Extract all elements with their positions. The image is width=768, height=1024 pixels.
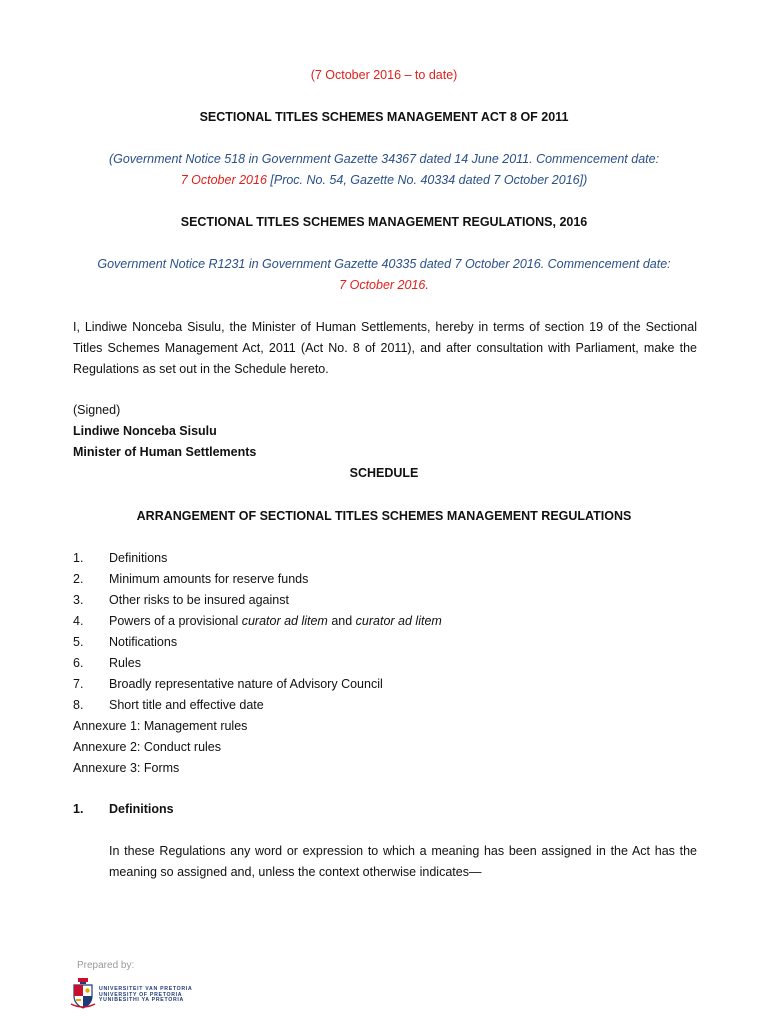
regs-commencement-date: 7 October 2016. [339, 278, 429, 292]
university-name-line: UNIVERSITEIT VAN PRETORIA [99, 986, 193, 992]
list-item-label: Notifications [109, 635, 178, 649]
section-1-text: In these Regulations any word or expression to which a meaning has been assigned in the Act has the meaning so assigned and, unless the context otherwise indicates— [109, 844, 697, 879]
university-name [99, 987, 192, 1004]
act-commencement-date: 7 October 2016 [180, 173, 267, 187]
regs-title: SECTIONAL TITLES SCHEMES MANAGEMENT REGULATIONS, 2016 [180, 215, 588, 229]
act-notice-line2 [0, 170, 768, 191]
list-item-label-italic: curator ad litem [355, 614, 442, 628]
list-item-number: 8. [73, 698, 84, 712]
university-logo [70, 976, 210, 1010]
signatory-name: Lindiwe Nonceba Sisulu [73, 424, 217, 438]
university-name-line: YUNIBESITHI YA PRETORIA [99, 997, 184, 1004]
university-name-line: UNIVERSITY OF PRETORIA [99, 991, 183, 998]
crest-icon [70, 976, 96, 1010]
prepared-by-label: Prepared by: [77, 960, 135, 971]
list-item-label: Broadly representative nature of Advisory Council [109, 677, 383, 691]
list-item-label-mid: and [327, 614, 356, 628]
list-item [73, 548, 167, 569]
list-item-number: 1. [73, 551, 84, 565]
section-title: Definitions [109, 802, 174, 816]
list-item [73, 674, 383, 695]
section-1-heading [73, 799, 174, 820]
arrangement-heading: ARRANGEMENT OF SECTIONAL TITLES SCHEMES MANAGEMENT REGULATIONS [136, 509, 632, 523]
list-item-label: Other risks to be insured against [109, 593, 289, 607]
act-proclamation: [Proc. No. 54, Gazette No. 40334 dated 7 October 2016]) [266, 173, 588, 187]
annexure-item: Annexure 3: Forms [73, 761, 180, 775]
list-item-number: 4. [73, 614, 84, 628]
list-item-label: Minimum amounts for reserve funds [109, 572, 309, 586]
version-date: (7 October 2016 – to date) [310, 68, 458, 82]
act-title: SECTIONAL TITLES SCHEMES MANAGEMENT ACT 8 OF 2011 [199, 110, 569, 124]
list-item-number: 7. [73, 677, 84, 691]
list-item-label-italic: curator ad litem [241, 614, 328, 628]
preamble-paragraph: I, Lindiwe Nonceba Sisulu, the Minister of Human Settlements, hereby in terms of section 19 of the Sectional Titles Schemes Management Act, 2011 (Act No. 8 of 2011), and after consultation with Parliament, make the Regulations as set out in the Schedule hereto. [73, 320, 697, 376]
list-item-number: 3. [73, 593, 84, 607]
list-item-label: Short title and effective date [109, 698, 264, 712]
list-item [73, 590, 289, 611]
regs-notice: Government Notice R1231 in Government Gazette 40335 dated 7 October 2016. Commencement date: [97, 257, 671, 271]
annexure-item: Annexure 1: Management rules [73, 719, 248, 733]
list-item-label: Definitions [109, 551, 168, 565]
signatory-title: Minister of Human Settlements [73, 445, 257, 459]
list-item-number: 2. [73, 572, 84, 586]
list-item [73, 632, 177, 653]
list-item-number: 6. [73, 656, 84, 670]
list-item [73, 611, 442, 632]
list-item-label: Rules [109, 656, 141, 670]
act-notice-line1: (Government Notice 518 in Government Gazette 34367 dated 14 June 2011. Commencement date: [108, 152, 660, 166]
list-item-label-pre: Powers of a provisional [109, 614, 242, 628]
section-number: 1. [73, 802, 84, 816]
annexure-item: Annexure 2: Conduct rules [73, 740, 222, 754]
list-item-number: 5. [73, 635, 84, 649]
schedule-heading: SCHEDULE [349, 466, 419, 480]
list-item [73, 569, 308, 590]
signed-label: (Signed) [73, 403, 121, 417]
list-item [73, 653, 141, 674]
list-item [73, 695, 264, 716]
